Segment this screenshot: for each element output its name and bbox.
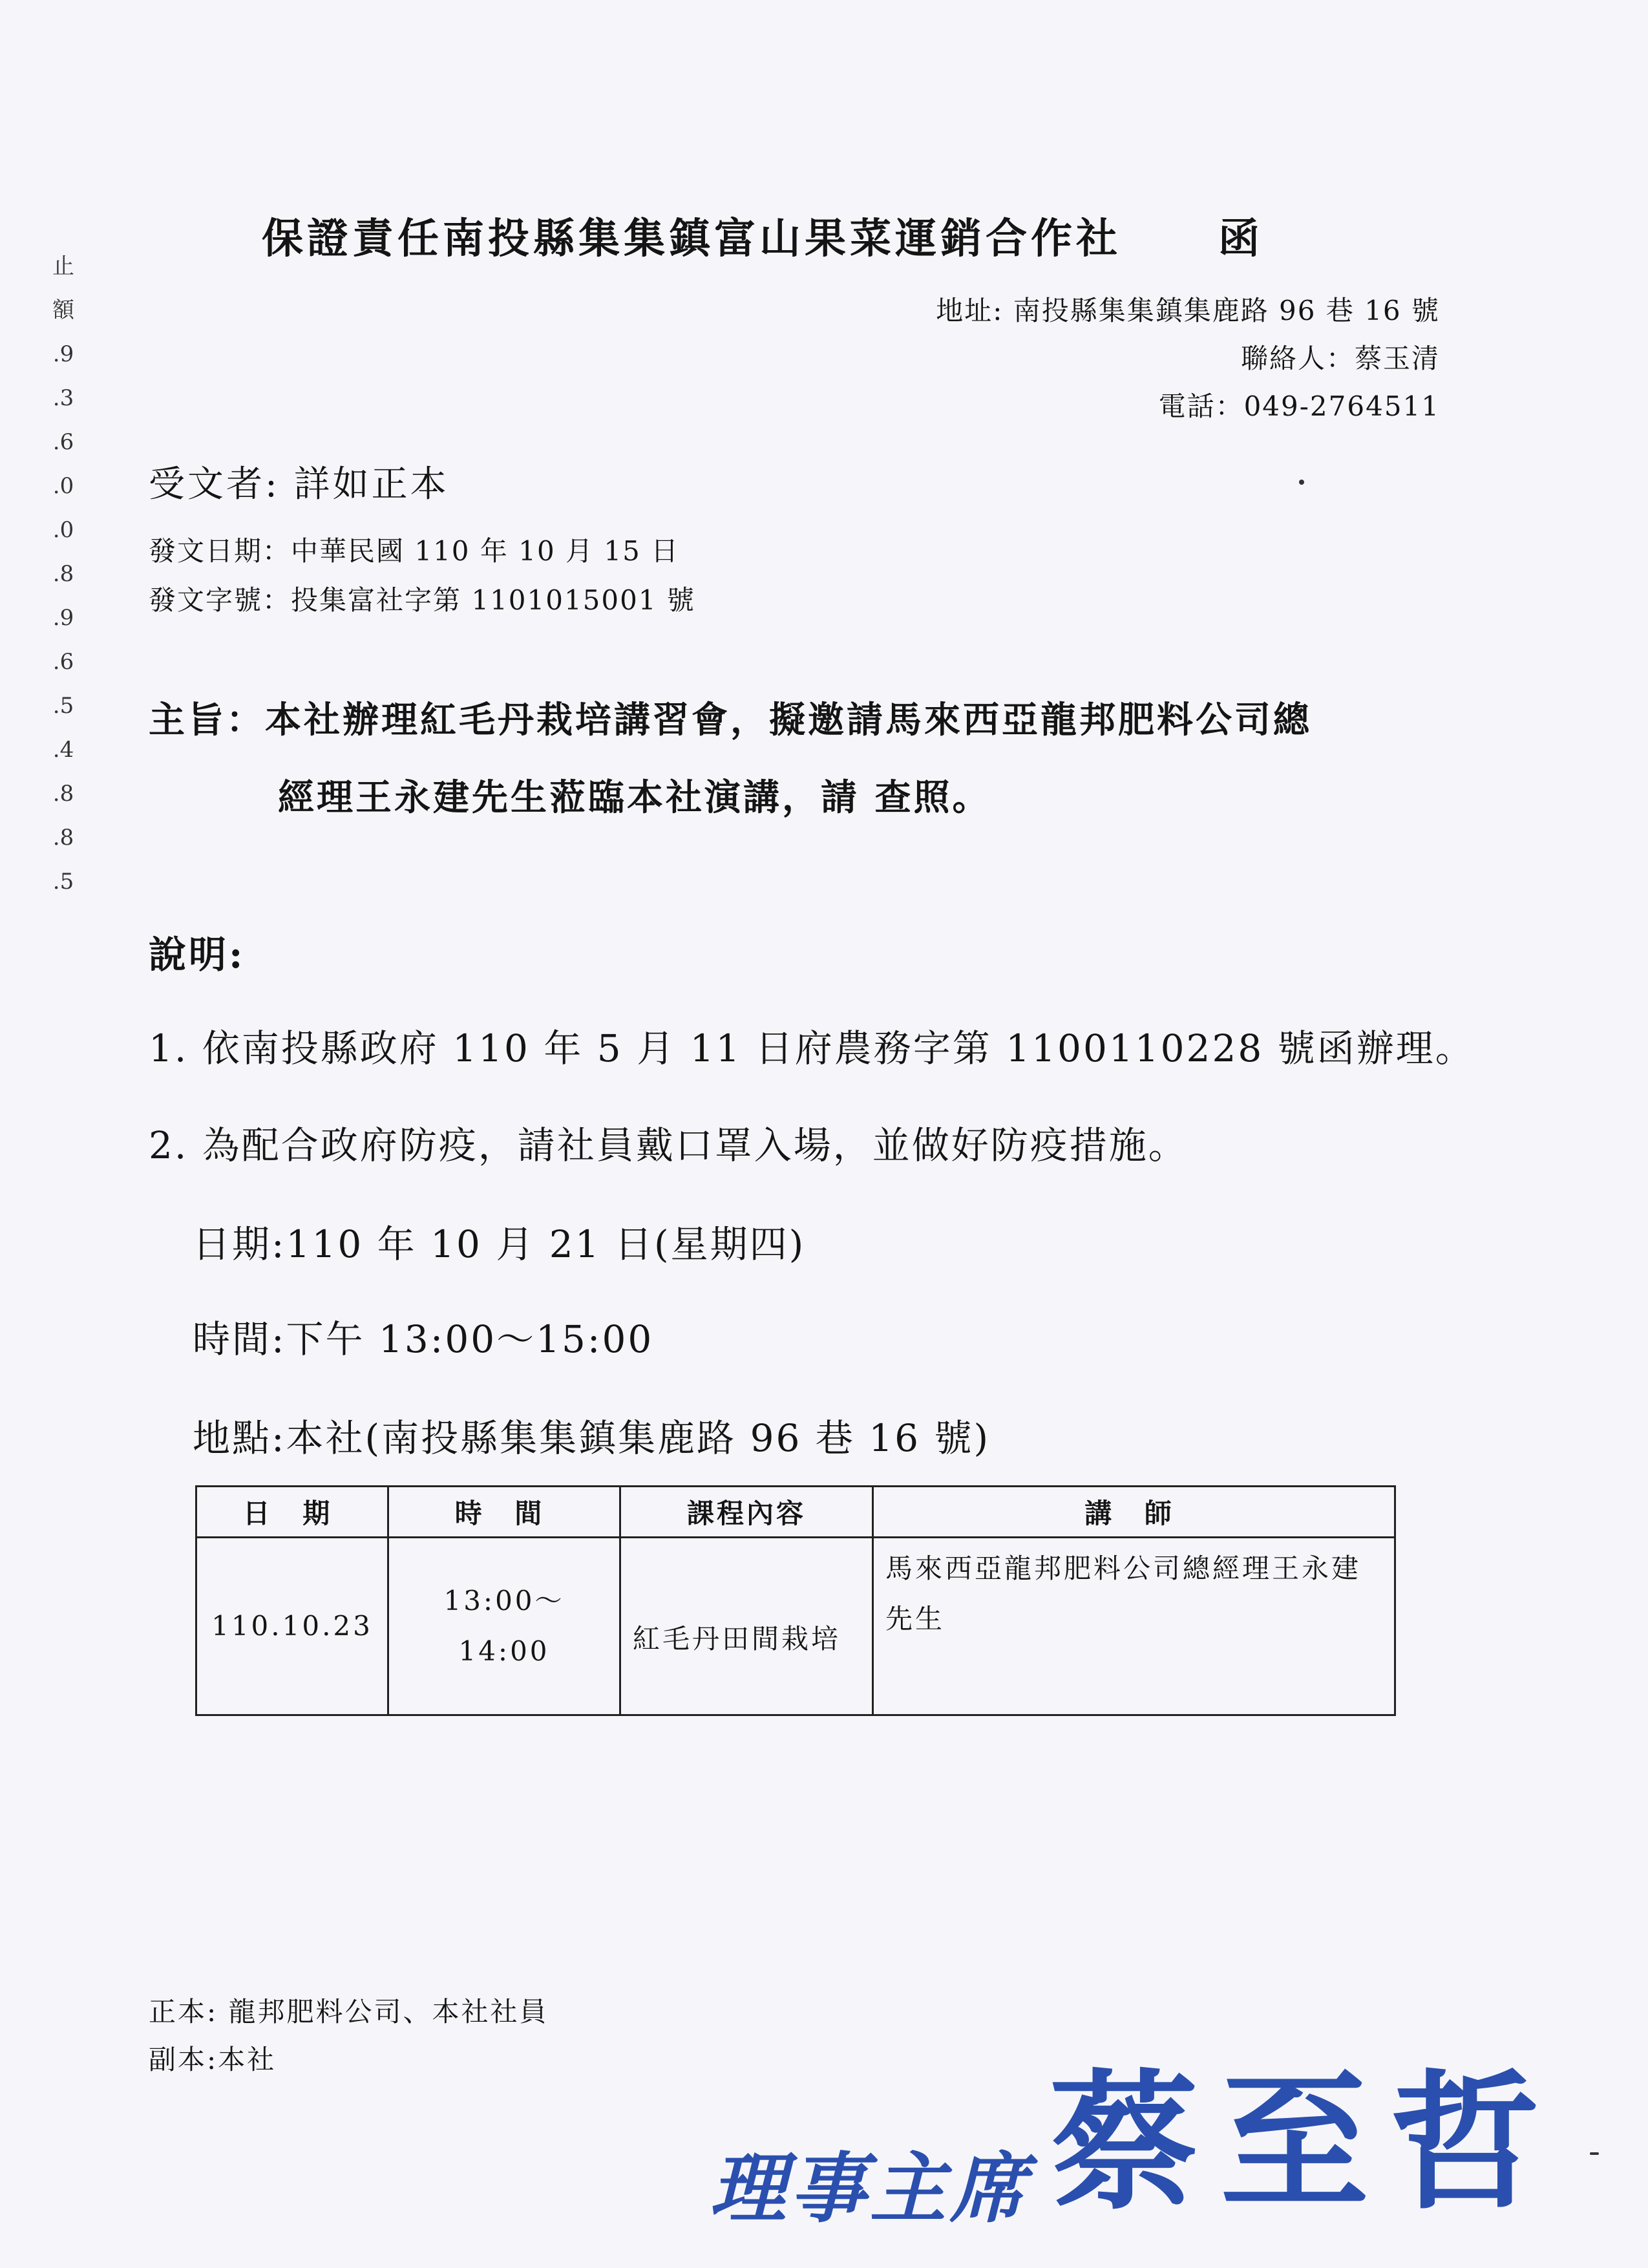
scan-speck [1299, 480, 1304, 485]
margin-mark: .5 [52, 869, 74, 895]
margin-mark: .6 [52, 429, 74, 455]
margin-mark: .9 [52, 341, 74, 367]
explanation-item-1: 1. 依南投縣政府 110 年 5 月 11 日府農務字第 1100110228 號函辦理。 [149, 1026, 1475, 1070]
margin-marks [50, 244, 76, 904]
original-recipients: 正本: 龍邦肥料公司、本社社員 [149, 1996, 549, 2028]
event-place: 地點:本社(南投縣集集鎮集鹿路 96 巷 16 號) [193, 1416, 991, 1460]
event-time: 時間:下午 13:00～15:00 [193, 1317, 654, 1361]
margin-mark: .3 [52, 385, 74, 411]
margin-mark: .9 [52, 605, 74, 631]
duplicate-recipients: 副本:本社 [149, 2044, 277, 2075]
doc-type: 函 [1218, 215, 1263, 263]
seal-name: 蔡至哲 [1050, 2055, 1562, 2230]
margin-mark: .6 [52, 649, 74, 675]
margin-mark: .8 [52, 561, 74, 587]
margin-mark: .0 [52, 473, 74, 499]
phone: 電話：049-2764511 [1158, 390, 1440, 422]
table-row [196, 1538, 1395, 1715]
event-date: 日期:110 年 10 月 21 日(星期四) [193, 1222, 806, 1266]
subject-line-2: 經理王永建先生蒞臨本社演講，請 查照。 [278, 776, 991, 819]
margin-mark: .8 [52, 781, 74, 807]
subject-line-1: 主旨：本社辦理紅毛丹栽培講習會，擬邀請馬來西亞龍邦肥料公司總 [149, 699, 1312, 741]
explanation-heading: 說明: [149, 933, 246, 977]
issue-number: 發文字號：投集富社字第 1101015001 號 [149, 584, 695, 616]
issue-date: 發文日期：中華民國 110 年 10 月 15 日 [149, 535, 680, 567]
header-course: 課程內容 [620, 1487, 873, 1538]
margin-mark: 止 [52, 253, 74, 279]
table-header-row [196, 1487, 1395, 1538]
org-name: 保證責任南投縣集集鎮富山果菜運銷合作社 [262, 215, 1121, 263]
margin-mark: .8 [52, 825, 74, 851]
margin-mark: .4 [52, 737, 74, 763]
cell-date: 110.10.23 [196, 1538, 388, 1715]
margin-mark: .0 [52, 517, 74, 543]
cell-time: 13:00～14:00 [388, 1538, 620, 1715]
header-lecturer: 講 師 [873, 1487, 1395, 1538]
chairman-seal [710, 2023, 1561, 2237]
cell-course: 紅毛丹田間栽培 [620, 1538, 873, 1715]
scan-speck [1590, 2152, 1599, 2155]
seal-role: 理事主席 [710, 2143, 1031, 2233]
explanation-item-2: 2. 為配合政府防疫，請社員戴口罩入場，並做好防疫措施。 [149, 1123, 1188, 1167]
contact-person: 聯絡人：蔡玉清 [1240, 343, 1440, 374]
header-date: 日 期 [196, 1487, 388, 1538]
margin-mark: 額 [52, 297, 74, 323]
schedule-table [195, 1485, 1396, 1716]
header-time: 時 間 [388, 1487, 620, 1538]
margin-mark: .5 [52, 693, 74, 719]
recipient: 受文者: 詳如正本 [149, 463, 449, 505]
document-title [262, 206, 1263, 265]
cell-lecturer: 馬來西亞龍邦肥料公司總經理王永建先生 [873, 1538, 1395, 1715]
address: 地址: 南投縣集集鎮集鹿路 96 巷 16 號 [936, 295, 1440, 326]
